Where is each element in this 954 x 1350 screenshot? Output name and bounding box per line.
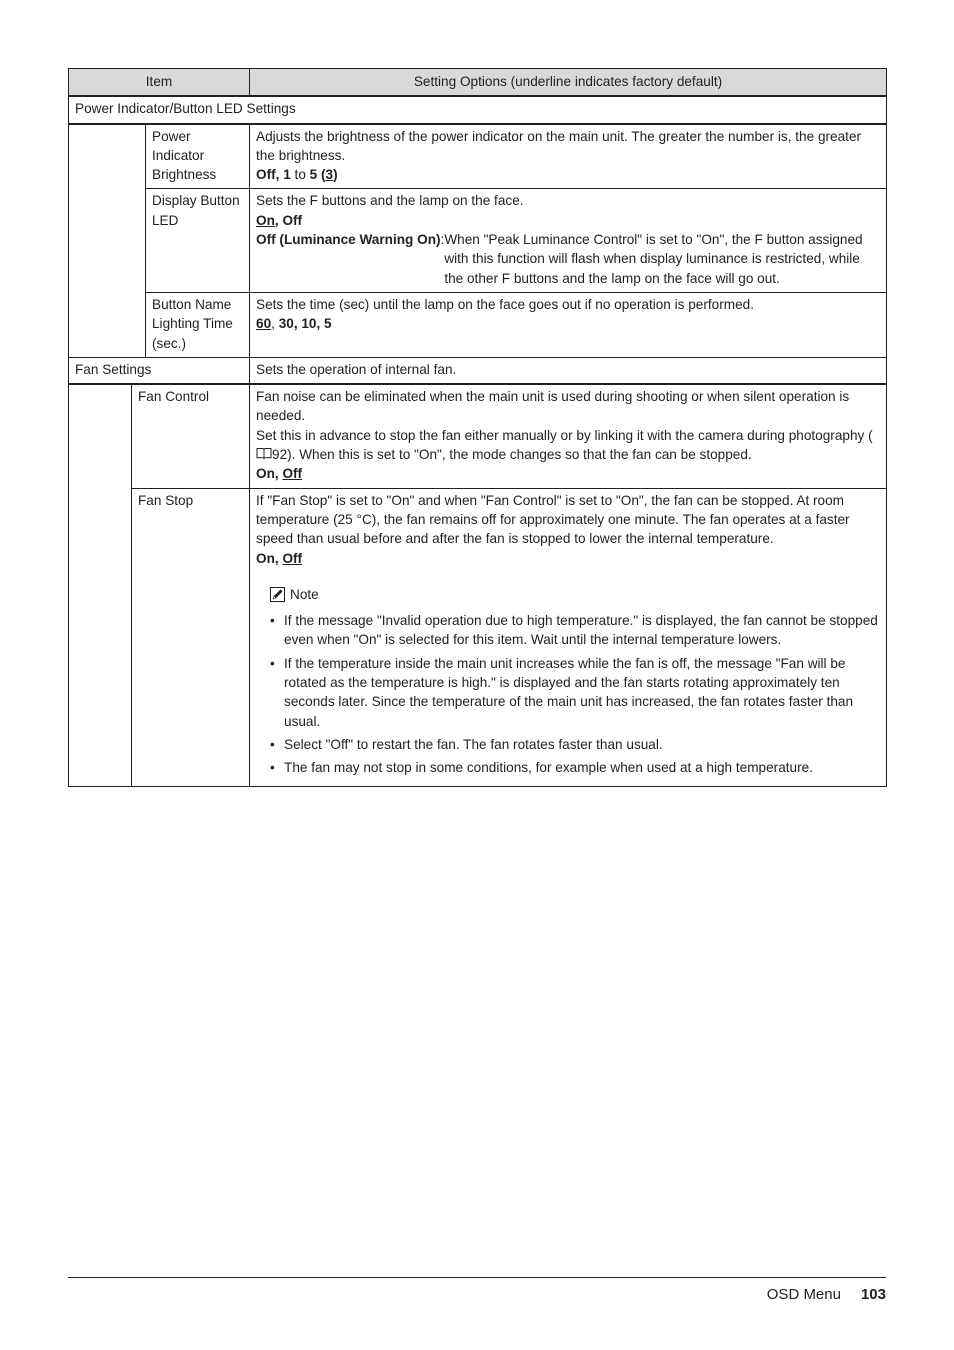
default-value: Off [282, 466, 303, 482]
options-fan-control [250, 384, 887, 488]
indent-cell [69, 124, 146, 358]
list-item: • Select "Off" to restart the fan. The fan rotates faster than usual. [284, 735, 880, 754]
option-values: 60, 30, 10, 5 [256, 316, 332, 332]
option-values: On, Off [256, 466, 303, 482]
page-footer [767, 1285, 886, 1304]
pencil-note-icon [270, 587, 285, 602]
table-header-row [69, 69, 887, 97]
item-power-indicator-brightness: Power Indicator Brightness [146, 124, 250, 189]
table-row [69, 124, 887, 189]
item-fan-control: Fan Control [132, 384, 250, 488]
option-values: On, Off [256, 550, 303, 566]
option-values: On, Off [256, 212, 303, 228]
power-section-row [69, 96, 887, 123]
options-header: Setting Options (underline indicates factory default) [250, 69, 887, 97]
options-display-button-led [250, 189, 887, 292]
power-section-title: Power Indicator/Button LED Settings [69, 96, 887, 123]
item-display-button-led: Display Button LED [146, 189, 250, 292]
description: Sets the F buttons and the lamp on the face. [256, 193, 524, 209]
indent-cell [69, 384, 132, 786]
item-fan-stop: Fan Stop [132, 488, 250, 786]
footer-section-name: OSD Menu [766, 1286, 841, 1303]
description-reference: Set this in advance to stop the fan either manually or by linking it with the camera during photography (92). When this is set to "On", the mode changes so that the fan can be stopped. [256, 427, 873, 463]
item-button-name-lighting-time: Button Name Lighting Time (sec.) [146, 292, 250, 357]
table-row [69, 189, 887, 292]
table-row [69, 488, 887, 786]
description: Sets the time (sec) until the lamp on the face goes out if no operation is performed. [256, 296, 754, 312]
default-value: Off [282, 550, 303, 566]
luminance-warning-option: Off (Luminance Warning On): When "Peak Luminance Control" is set to "On", the F button assigned with this function will flash when display luminance is restricted, while the other F buttons and the lamp on the face will go out. [256, 232, 863, 286]
note-heading [270, 585, 880, 604]
note-list [256, 611, 880, 777]
list-item: • The fan may not stop in some conditions, for example when used at a high temperature. [284, 758, 880, 777]
description: Fan noise can be eliminated when the main unit is used during shooting or when silent operation is needed. [256, 389, 850, 424]
footer-divider [68, 1277, 886, 1278]
settings-table [68, 68, 887, 787]
page-number: 103 [860, 1286, 886, 1303]
fan-section-title: Fan Settings [69, 357, 250, 384]
list-item: • If the temperature inside the main unit increases while the fan is off, the message "Fan will be rotated as the temperature is high." is displayed and the fan starts rotating approximately ten seconds later. Since the temperature of the main unit has increased, the fan rotates faster than usual. [284, 654, 880, 731]
description: If "Fan Stop" is set to "On" and when "Fan Control" is set to "On", the fan can be stopped. At room temperature (25 °C), the fan remains off for approximately one minute. The fan operates at a faster speed than usual before and after the fan is stopped to lower the internal temperature. [256, 492, 850, 547]
default-value: 60 [256, 316, 272, 332]
item-header: Item [69, 69, 250, 97]
options-button-name-lighting-time [250, 292, 887, 357]
default-value: 3 [325, 167, 334, 183]
table-row [69, 292, 887, 357]
table-row [69, 384, 887, 488]
list-item: • If the message "Invalid operation due to high temperature." is displayed, the fan cannot be stopped even when "On" is selected for this item. Wait until the internal temperature lowers. [284, 611, 880, 650]
fan-section-row [69, 357, 887, 384]
options-power-indicator-brightness [250, 124, 887, 189]
note-title: Note [290, 586, 319, 602]
options-fan-stop [250, 488, 887, 786]
default-value: On [256, 212, 275, 228]
description: Adjusts the brightness of the power indicator on the main unit. The greater the number is, the greater the brightness. [256, 128, 862, 163]
fan-section-description: Sets the operation of internal fan. [250, 357, 887, 384]
option-values: Off, 1 to 5 (3) [256, 167, 338, 183]
book-icon [256, 447, 272, 460]
